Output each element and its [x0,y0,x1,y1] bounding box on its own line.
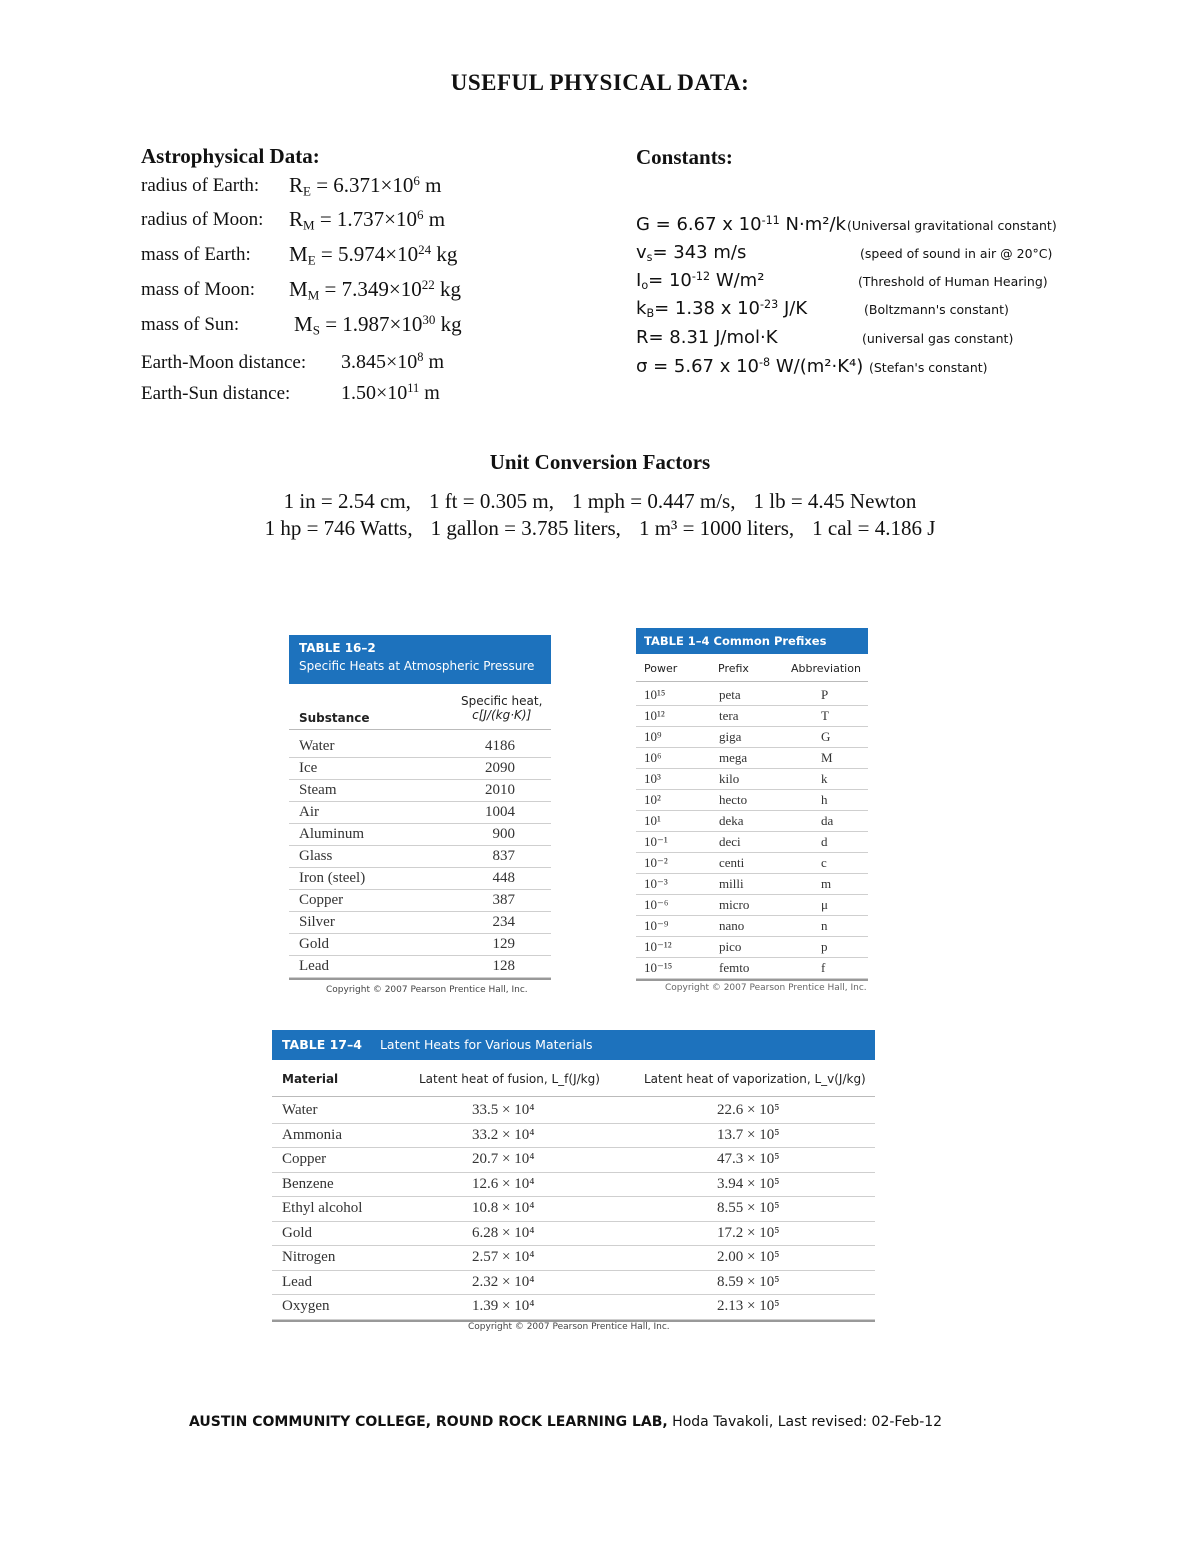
astro-number: = 7.349×10 [319,277,422,301]
astro-subscript: M [307,287,320,303]
prefix-power: 10⁻¹⁵ [644,960,673,975]
astro-unit: m [423,207,446,231]
substance-name: Ice [299,760,318,776]
conversion-item: 1 m³ = 1000 liters, [638,516,795,540]
fusion-value: 33.5 × 10⁴ [472,1102,535,1118]
table-row [289,824,551,846]
astro-unit: m [419,173,442,197]
substance-name: Steam [299,782,337,798]
specific-heat-value: 128 [492,958,515,974]
prefix-abbreviation: T [821,708,829,723]
astro-symbol: M [289,242,308,266]
table-row [289,956,551,978]
table-row [272,1099,875,1124]
prefix-abbreviation: P [821,687,829,702]
constant-exponent: -11 [761,213,780,227]
table-row [289,912,551,934]
conversion-item: 1 ft = 0.305 m, [428,489,554,513]
fusion-value: 2.32 × 10⁴ [472,1273,535,1290]
vaporization-value: 17.2 × 10⁵ [717,1224,780,1241]
distance-number: 3.845×10 [341,351,418,373]
fusion-value: 6.28 × 10⁴ [472,1224,535,1241]
vaporization-value: 2.13 × 10⁵ [717,1298,780,1314]
substance-name: Glass [299,848,333,864]
prefix-name: pico [719,939,742,954]
constants-heading: Constants: [636,145,733,169]
prefix-name: hecto [719,792,748,807]
prefix-power: 10⁻² [644,855,668,870]
constant-unit: W/(m²·K⁴) [770,356,864,377]
conversion-line-2 [0,516,1200,541]
substance-name: Water [299,738,335,754]
table-row [636,874,868,895]
fusion-value: 2.57 × 10⁴ [472,1249,535,1265]
constant-text: G = 6.67 x 10 [636,214,762,235]
table-row [636,958,868,979]
specific-heat-value: 448 [492,870,515,886]
fusion-value: 33.2 × 10⁴ [472,1126,535,1143]
constant-note: (universal gas constant) [862,331,1014,346]
table-row [272,1222,875,1247]
astro-heading: Astrophysical Data: [141,144,320,168]
table-row [272,1148,875,1173]
conversion-line-1 [0,489,1200,514]
table14-col-power: Power [644,662,678,675]
table-row [289,736,551,758]
constant-text: v [636,242,647,263]
distance-value [341,351,444,374]
constant-note: (Stefan's constant) [869,360,988,375]
astro-number: = 1.737×10 [314,207,418,231]
table17-col-fusion: Latent heat of fusion, L_f(J/kg) [419,1072,600,1086]
constant-note: (Universal gravitational constant) [847,218,1057,233]
footer-institution: AUSTIN COMMUNITY COLLEGE, ROUND ROCK LEARNING LAB, [189,1414,668,1430]
distance-number: 1.50×10 [341,382,408,404]
astro-subscript: E [307,252,316,268]
table17-copyright: Copyright © 2007 Pearson Prentice Hall, Inc. [468,1322,670,1332]
table14-col-prefix: Prefix [718,662,749,675]
table-row [289,846,551,868]
table16-title: TABLE 16–2 [299,641,376,655]
table-row [272,1197,875,1222]
specific-heat-value: 129 [492,936,515,952]
prefix-abbreviation: p [821,939,828,954]
table16-col-heat [461,694,542,722]
constant-text: = 343 m/s [652,242,747,263]
table17-title: TABLE 17–4 [282,1037,362,1052]
constant-note: (Boltzmann's constant) [864,302,1009,317]
vaporization-value: 8.55 × 10⁵ [717,1200,780,1216]
table-row [636,811,868,832]
astro-exponent: 6 [413,172,420,188]
specific-heat-value: 2010 [485,782,515,798]
prefix-power: 10⁻⁶ [644,897,669,912]
vaporization-value: 13.7 × 10⁵ [717,1126,780,1143]
vaporization-value: 3.94 × 10⁵ [717,1175,780,1192]
astro-value [289,207,445,232]
constant-unit: J/K [778,298,808,319]
prefix-power: 10³ [644,771,661,786]
prefix-abbreviation: k [821,771,828,786]
table-row [636,937,868,958]
prefix-abbreviation: h [821,792,828,807]
substance-name: Iron (steel) [299,870,366,886]
conversion-item: 1 gallon = 3.785 liters, [430,516,621,540]
substance-name: Lead [299,958,329,974]
prefix-name: peta [719,687,741,702]
constant-text: = 1.38 x 10 [654,298,760,319]
constant-text: σ = 5.67 x 10 [636,356,760,377]
table16-col-heat-b: c[J/(kg·K)] [472,708,532,722]
table-row [289,868,551,890]
table-row [289,780,551,802]
prefix-power: 10⁹ [644,729,662,744]
distance-label: Earth-Sun distance: [141,383,291,404]
vaporization-value: 47.3 × 10⁵ [717,1151,780,1167]
prefix-abbreviation: μ [821,897,828,912]
table17-col-vaporization: Latent heat of vaporization, L_v(J/kg) [644,1072,866,1086]
prefix-power: 10⁻¹ [644,834,668,849]
prefix-name: femto [719,960,750,975]
table-common-prefixes [636,628,868,981]
table17-subtitle: Latent Heats for Various Materials [379,1037,593,1052]
material-name: Lead [282,1273,312,1290]
constant-exponent: -23 [759,297,779,311]
page-title: USEFUL PHYSICAL DATA: [450,70,750,95]
prefix-name: deka [719,813,744,828]
fusion-value: 20.7 × 10⁴ [472,1151,535,1167]
specific-heat-value: 837 [492,848,515,864]
prefix-name: giga [719,729,742,744]
table-row [289,890,551,912]
astro-symbol: M [289,277,308,301]
prefix-abbreviation: M [821,750,833,765]
specific-heat-value: 387 [492,892,515,908]
astro-exponent: 22 [421,276,435,292]
constant-text: = 10 [648,270,692,291]
constant-text: I [636,270,642,291]
astro-value [289,277,461,302]
fusion-value: 12.6 × 10⁴ [472,1175,535,1192]
astro-exponent: 30 [422,311,436,327]
astro-unit: kg [431,242,458,266]
constant-subscript: B [646,306,655,320]
table-row [636,727,868,748]
table14-col-abbreviation: Abbreviation [791,662,861,675]
astro-number: = 5.974×10 [315,242,419,266]
table-row [636,769,868,790]
table-row [636,685,868,706]
table17-col-material: Material [282,1072,339,1086]
prefix-abbreviation: d [821,834,828,849]
conversion-item: 1 in = 2.54 cm, [283,489,411,513]
specific-heat-value: 4186 [485,738,515,754]
astro-subscript: S [312,322,320,338]
astro-subscript: E [303,183,311,199]
prefix-name: milli [719,876,744,891]
table-row [272,1173,875,1198]
astro-unit: kg [435,312,462,336]
astro-exponent: 24 [418,241,432,257]
constant-row [636,242,1053,264]
astro-unit: kg [434,277,461,301]
table-row [636,832,868,853]
constant-row [636,355,988,377]
material-name: Ethyl alcohol [282,1200,363,1216]
material-name: Benzene [282,1175,334,1192]
vaporization-value: 8.59 × 10⁵ [717,1273,780,1290]
constant-subscript: o [641,278,649,292]
constant-exponent: -8 [759,355,771,369]
constant-row [636,327,1014,348]
astro-number: = 1.987×10 [319,312,423,336]
prefix-abbreviation: da [821,813,834,828]
table-row [289,934,551,956]
astro-label: radius of Earth: [141,175,260,196]
substance-name: Gold [299,936,329,952]
table-row [636,706,868,727]
footer [189,1414,942,1430]
table-latent-heats [272,1030,875,1322]
prefix-power: 10² [644,792,661,807]
prefix-name: tera [719,708,739,723]
table-row [272,1246,875,1271]
prefix-name: nano [719,918,745,933]
astro-exponent: 6 [417,206,424,222]
table-row [272,1271,875,1296]
constant-subscript: s [646,250,653,264]
conversion-item: 1 mph = 0.447 m/s, [571,489,736,513]
prefix-abbreviation: n [821,918,828,933]
prefix-power: 10⁻¹² [644,939,672,954]
astro-number: = 6.371×10 [310,173,414,197]
vaporization-value: 22.6 × 10⁵ [717,1102,780,1118]
material-name: Copper [282,1151,327,1167]
constant-note: (speed of sound in air @ 20°C) [860,246,1053,261]
astro-subscript: M [303,217,315,233]
table-row [272,1124,875,1149]
specific-heat-value: 234 [492,914,515,930]
constant-row [636,297,1009,320]
astro-value [294,312,462,337]
table14-title: TABLE 1–4 Common Prefixes [636,628,868,654]
astro-value [289,173,442,198]
table-row [636,895,868,916]
prefix-name: kilo [719,771,740,786]
prefix-power: 10¹⁵ [644,687,666,702]
prefix-abbreviation: f [821,960,826,975]
constant-row [636,269,1048,292]
constant-note: (Threshold of Human Hearing) [858,274,1048,289]
astro-label: mass of Sun: [141,314,240,335]
table-row [636,748,868,769]
fusion-value: 10.8 × 10⁴ [472,1200,535,1216]
constant-unit: W/m² [710,270,765,291]
constant-unit: N·m²/k [779,214,846,235]
substance-name: Aluminum [299,826,365,842]
table-row [289,802,551,824]
prefix-abbreviation: c [821,855,827,870]
table16-col-heat-a: Specific heat, [461,694,543,708]
substance-name: Silver [299,914,335,930]
distance-exponent: 8 [417,350,424,365]
table-row [636,916,868,937]
prefix-power: 10¹² [644,708,665,723]
astro-symbol: R [289,173,304,197]
table14-copyright: Copyright © 2007 Pearson Prentice Hall, Inc. [665,983,867,993]
footer-author: Hoda Tavakoli, Last revised: 02-Feb-12 [667,1414,943,1430]
astro-label: mass of Earth: [141,244,251,265]
table-row [636,853,868,874]
constant-text: R= 8.31 J/mol·K [636,327,778,348]
conversion-item: 1 lb = 4.45 Newton [753,489,917,513]
table-specific-heats [289,635,551,980]
astro-symbol: M [294,312,313,336]
material-name: Gold [282,1224,312,1241]
astro-value [289,242,457,267]
distance-label: Earth-Moon distance: [141,352,307,373]
vaporization-value: 2.00 × 10⁵ [717,1249,780,1265]
table16-col-substance: Substance [299,711,370,725]
conversion-item: 1 cal = 4.186 J [812,516,936,540]
astro-symbol: R [289,207,304,231]
prefix-name: micro [719,897,750,912]
table-row [636,790,868,811]
prefix-abbreviation: m [821,876,832,891]
constant-exponent: -12 [691,269,711,283]
distance-unit: m [419,382,440,404]
prefix-power: 10¹ [644,813,661,828]
constant-text: k [636,298,647,319]
prefix-power: 10⁻³ [644,876,668,891]
specific-heat-value: 1004 [485,804,515,820]
constant-row [636,213,1057,235]
table16-copyright: Copyright © 2007 Pearson Prentice Hall, Inc. [326,985,528,995]
distance-exponent: 11 [407,381,420,396]
distance-unit: m [423,351,445,373]
material-name: Nitrogen [282,1249,336,1265]
prefix-power: 10⁻⁹ [644,918,669,933]
table-row [272,1295,875,1320]
substance-name: Copper [299,892,344,908]
specific-heat-value: 2090 [485,760,515,776]
prefix-name: centi [719,855,745,870]
prefix-name: mega [719,750,748,765]
material-name: Oxygen [282,1298,330,1314]
table16-subtitle: Specific Heats at Atmospheric Pressure [299,659,535,673]
astro-label: mass of Moon: [141,279,255,300]
fusion-value: 1.39 × 10⁴ [472,1298,535,1314]
substance-name: Air [299,804,319,820]
astro-label: radius of Moon: [141,209,264,230]
conversion-heading: Unit Conversion Factors [489,450,711,474]
prefix-power: 10⁶ [644,750,662,765]
table-row [289,758,551,780]
prefix-name: deci [719,834,741,849]
material-name: Water [282,1102,318,1118]
material-name: Ammonia [282,1126,342,1143]
specific-heat-value: 900 [492,826,515,842]
conversion-item: 1 hp = 746 Watts, [264,516,413,540]
distance-value [341,382,440,405]
prefix-abbreviation: G [821,729,831,744]
